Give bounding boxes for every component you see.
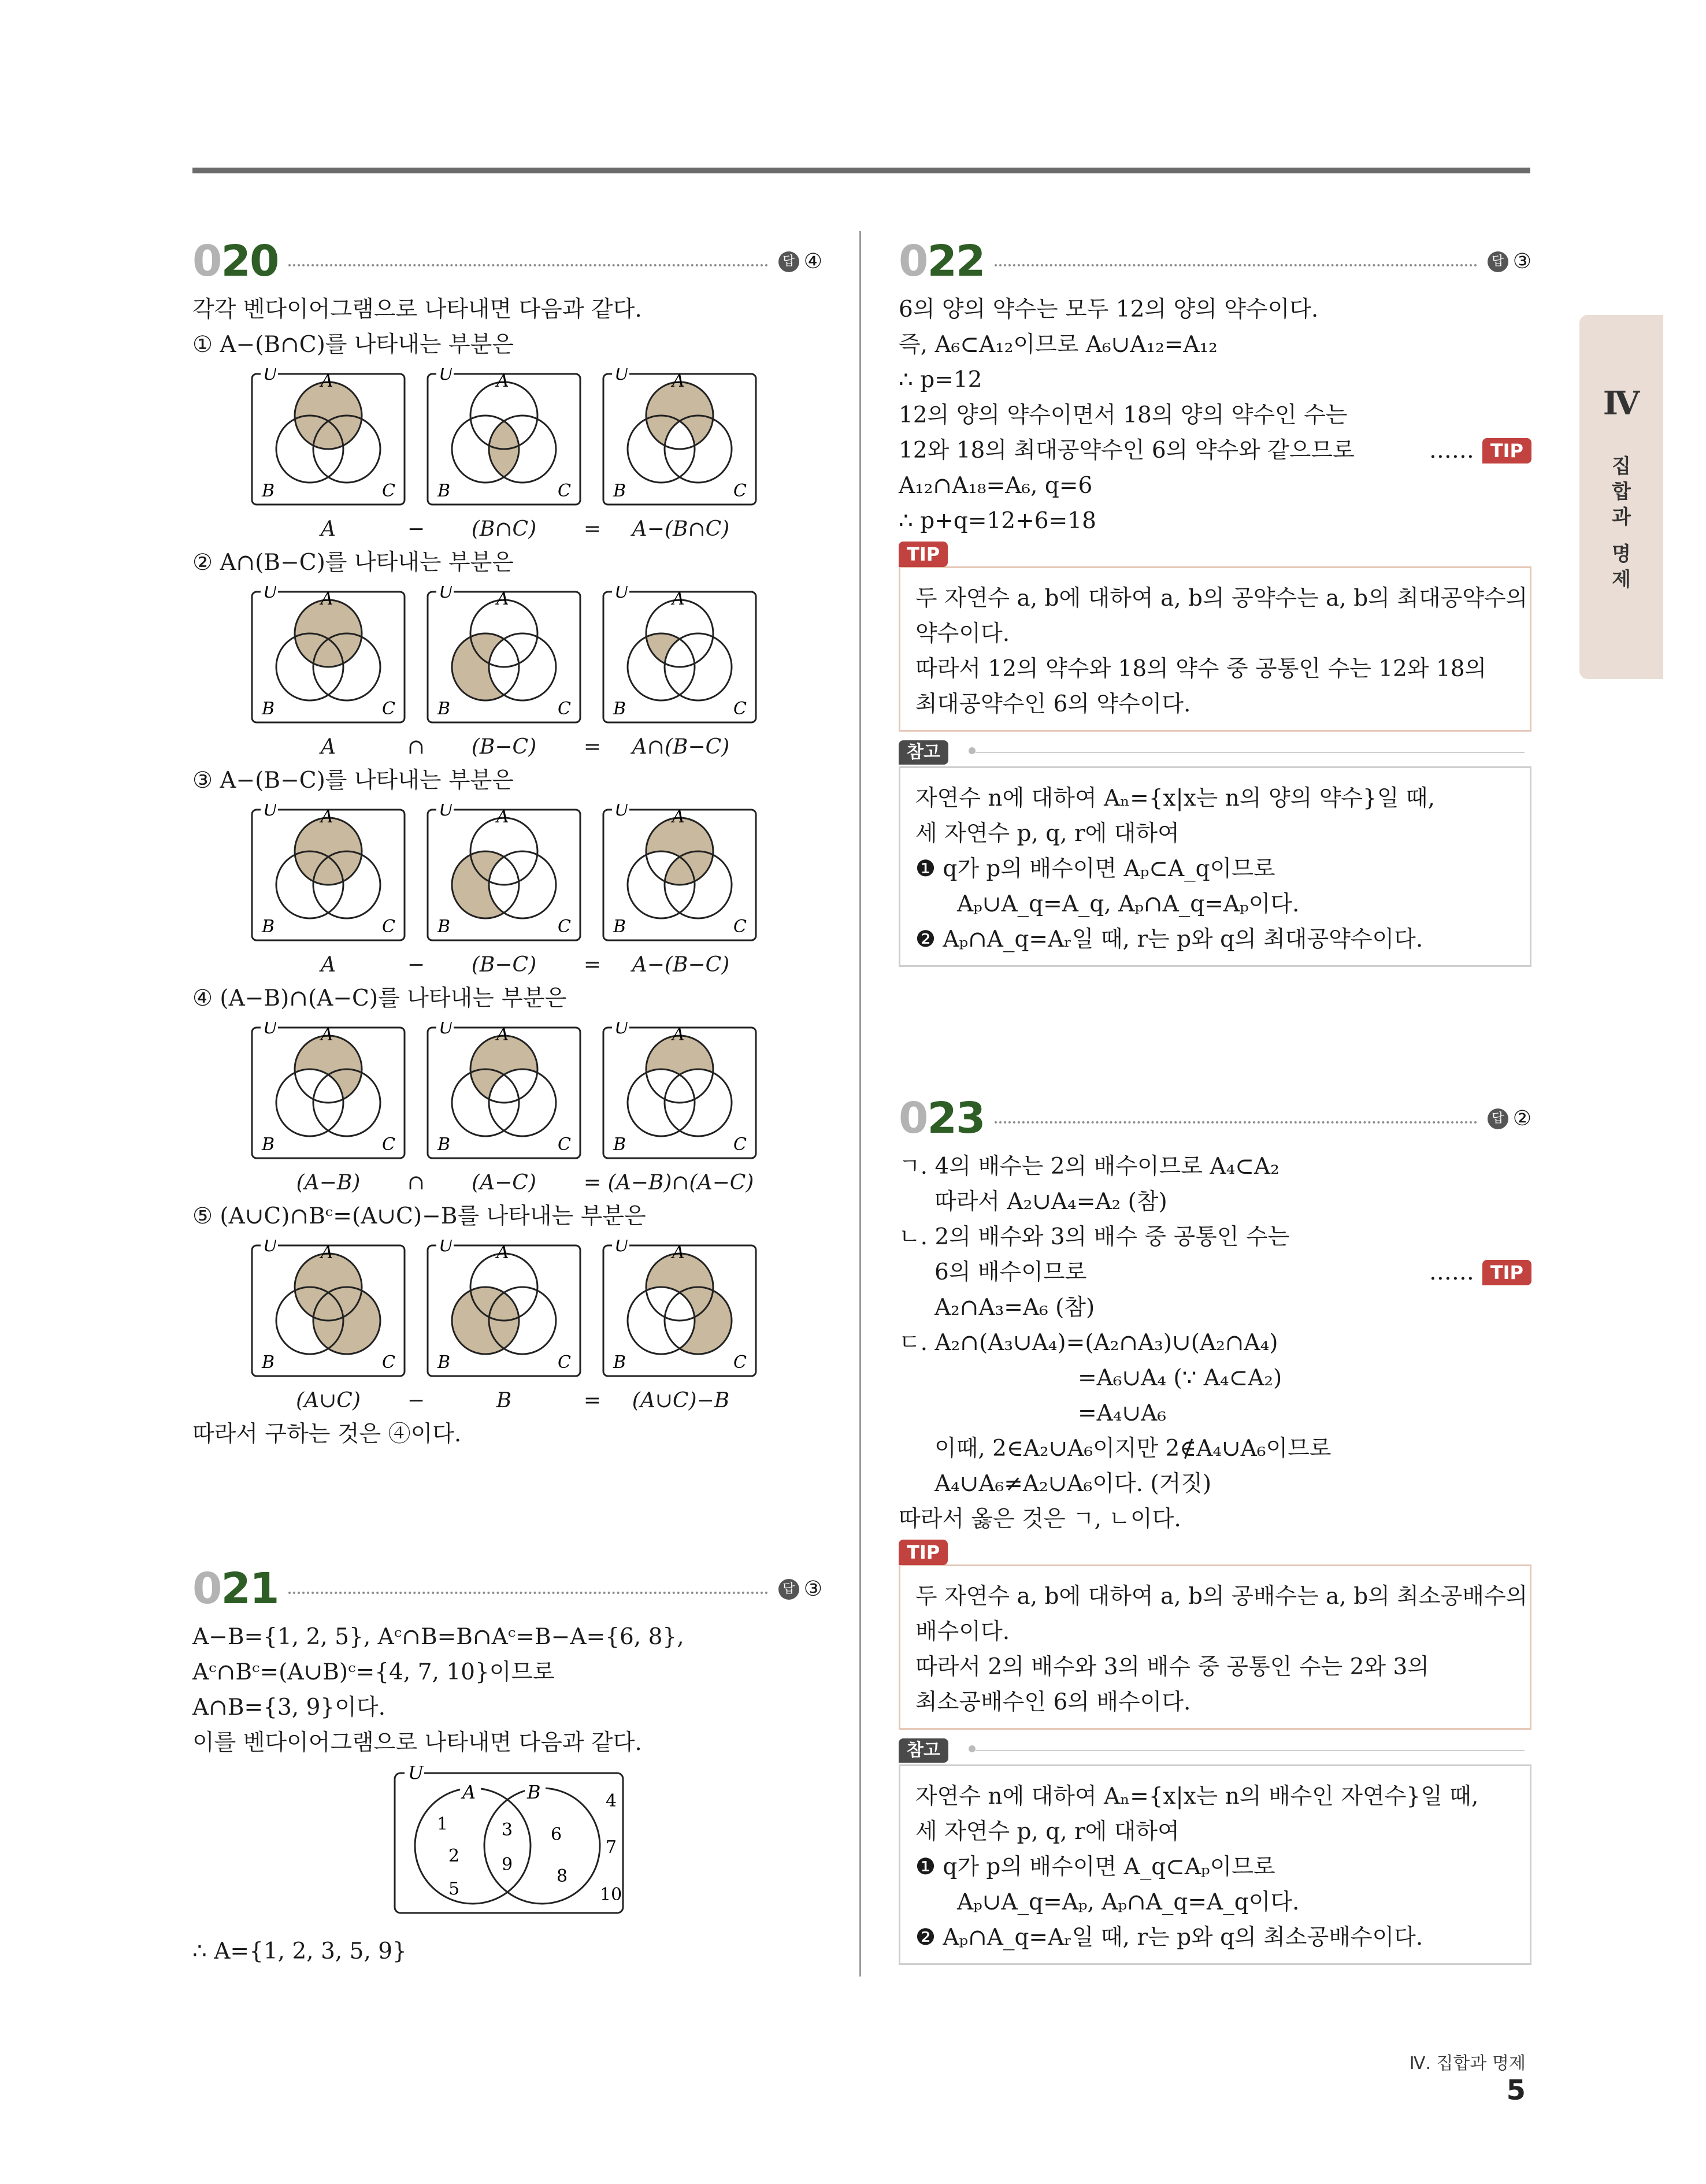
venn-a-label: A — [496, 1025, 509, 1045]
venn-caption-row — [250, 513, 788, 545]
venn-box — [250, 1240, 406, 1378]
q022-header — [899, 231, 1531, 292]
venn-caption: (A−C) — [472, 1170, 536, 1195]
venn-c-label: C — [382, 1134, 395, 1155]
footer-chapter: Ⅳ. 집합과 명제 — [1409, 2053, 1526, 2074]
venn-row — [250, 1016, 822, 1166]
column-divider — [859, 231, 861, 1977]
q022-reference-box: 참고 자연수 n에 대하여 Aₙ={x|x는 n의 양의 약수}일 때, 세 자연수 p, q, r에 대하여 ❶ q가 p의 배수이면 Aₚ⊂A_q이므로 Aₚ∪A_q=A_q, Aₚ∩A_q=Aₚ이다. ❷ Aₚ∩A_q=Aᵣ일 때, r는 p와 q의 최대공약수이다. — [899, 766, 1531, 967]
venn-a-label: A — [496, 371, 509, 391]
venn-u-label: U — [439, 586, 454, 602]
venn-box — [602, 1240, 758, 1378]
venn-caption: A — [321, 517, 336, 541]
venn-c-label: C — [733, 917, 747, 937]
venn-c-label: C — [558, 1352, 571, 1373]
venn-diagram — [250, 1240, 406, 1378]
venn-number: 7 — [606, 1837, 617, 1857]
q021-number: 021 — [192, 1564, 279, 1614]
q020-item-title: ③ A−(B−C)를 나타내는 부분은 — [192, 767, 514, 793]
q020-header — [192, 231, 822, 292]
q023-line: 이때, 2∈A₂∪A₆이지만 2∉A₄∪A₆이므로 — [934, 1436, 1332, 1462]
q021-answer: 답 ③ — [778, 1571, 822, 1607]
venn-u-label: U — [439, 804, 454, 820]
reference-dot — [969, 1745, 976, 1752]
venn-u-label: U — [614, 368, 629, 384]
venn-caption: A — [321, 952, 336, 977]
q020-conclusion: 따라서 구하는 것은 ④이다. — [192, 1421, 462, 1447]
left-column — [192, 231, 822, 1969]
top-rule — [192, 168, 1530, 173]
venn-box — [250, 368, 406, 507]
venn-c-label: C — [382, 481, 395, 501]
venn-operator: = — [583, 1170, 602, 1195]
venn-b-label: B — [613, 699, 626, 719]
venn-caption: (A−B) — [296, 1170, 361, 1195]
venn-u-label: U — [263, 368, 278, 384]
venn-u-label: U — [263, 1022, 278, 1038]
q023-line: ㄷ. A₂∩(A₃∪A₄)=(A₂∩A₃)∪(A₂∩A₄) — [899, 1330, 1278, 1356]
q020-intro: 각각 벤다이어그램으로 나타내면 다음과 같다. — [192, 296, 642, 322]
venn-caption: (B−C) — [471, 952, 537, 977]
venn-diagram — [250, 804, 406, 943]
venn-number: 10 — [600, 1885, 622, 1905]
venn-operator: − — [407, 1388, 425, 1412]
venn-diagram — [602, 1240, 758, 1378]
q023-tip-ref: …… TIP — [1429, 1255, 1531, 1290]
q021-line: 이를 벤다이어그램으로 나타내면 다음과 같다. — [192, 1730, 642, 1756]
venn-operator: = — [583, 517, 602, 541]
venn-box — [250, 1022, 406, 1160]
q021-line: Aᶜ∩Bᶜ=(A∪B)ᶜ={4, 7, 10}이므로 — [192, 1659, 555, 1685]
venn-a-label: A — [672, 1025, 685, 1045]
venn-operator: ∩ — [407, 1170, 425, 1195]
reference-dot — [969, 747, 976, 754]
q021-venn-svg — [392, 1766, 629, 1916]
q021-u-label: U — [408, 1766, 424, 1783]
venn-box — [250, 804, 406, 943]
q021-line: A−B={1, 2, 5}, Aᶜ∩B=B∩Aᶜ=B−A={6, 8}, — [192, 1624, 684, 1650]
venn-u-label: U — [614, 804, 629, 820]
venn-diagram — [250, 368, 406, 507]
reference-badge: 참고 — [899, 740, 948, 765]
q023-line: ㄴ. 2의 배수와 3의 배수 중 공통인 수는 — [899, 1224, 1290, 1250]
q023-line: 따라서 옳은 것은 ㄱ, ㄴ이다. — [899, 1506, 1181, 1532]
q023-answer: 답 ② — [1488, 1101, 1531, 1136]
chapter-vertical-title: 집 합 과 명 제 — [1612, 455, 1631, 591]
venn-caption-row — [250, 948, 788, 981]
q020-item-title: ④ (A−B)∩(A−C)를 나타내는 부분은 — [192, 985, 567, 1011]
venn-u-label: U — [439, 1240, 454, 1256]
venn-caption: (B∩C) — [471, 517, 537, 541]
q022-line: A₁₂∩A₁₈=A₆, q=6 — [899, 473, 1093, 499]
venn-b-label: B — [613, 1134, 626, 1155]
venn-u-label: U — [439, 1022, 454, 1038]
venn-caption: (B−C) — [471, 735, 537, 759]
q022-line: ∴ p=12 — [899, 367, 982, 393]
q022-tip-box: TIP 두 자연수 a, b에 대하여 a, b의 공약수는 a, b의 최대공약수의 약수이다. 따라서 12의 약수와 18의 약수 중 공통인 수는 12와 18의 최대공약수인 6의 약수이다. — [899, 566, 1531, 732]
venn-u-label: U — [263, 586, 278, 602]
venn-a-label: A — [672, 807, 685, 827]
q021-b-label: B — [527, 1781, 541, 1803]
venn-u-label: U — [263, 1240, 278, 1256]
q023-line: A₂∩A₃=A₆ (참) — [934, 1295, 1095, 1321]
venn-diagram — [426, 368, 582, 507]
venn-b-label: B — [613, 1352, 626, 1373]
venn-a-label: A — [321, 589, 333, 609]
answer-icon: 답 — [1488, 1108, 1508, 1129]
venn-b-label: B — [437, 699, 451, 719]
venn-b-label: B — [262, 481, 275, 501]
venn-row — [250, 580, 822, 731]
venn-box — [250, 586, 406, 725]
venn-row — [250, 362, 822, 513]
answer-icon: 답 — [1488, 251, 1508, 272]
venn-a-label: A — [672, 589, 685, 609]
q023-line: A₄∪A₆≠A₂∪A₆이다. (거짓) — [934, 1471, 1212, 1497]
q023-tip-box: TIP 두 자연수 a, b에 대하여 a, b의 공배수는 a, b의 최소공배수의 배수이다. 따라서 2의 배수와 3의 배수 중 공통인 수는 2와 3의 최소공배수인 6의 배수이다. — [899, 1564, 1531, 1730]
answer-icon: 답 — [778, 251, 799, 272]
q022-line: ∴ p+q=12+6=18 — [899, 508, 1096, 534]
venn-operator: ∩ — [407, 735, 425, 759]
q021-a-label: A — [462, 1781, 476, 1803]
venn-operator: = — [583, 952, 602, 977]
venn-b-label: B — [262, 917, 275, 937]
venn-a-label: A — [321, 807, 333, 827]
venn-operator: = — [583, 735, 602, 759]
q022-tip-ref: …… TIP — [1429, 433, 1531, 468]
venn-box — [426, 1022, 582, 1160]
venn-a-label: A — [321, 371, 333, 391]
venn-caption: A−(B∩C) — [632, 517, 730, 541]
venn-a-label: A — [496, 1243, 509, 1263]
q021-conclusion: ∴ A={1, 2, 3, 5, 9} — [192, 1938, 407, 1964]
venn-caption: A∩(B−C) — [632, 735, 730, 759]
venn-row — [250, 1234, 822, 1384]
reference-rule — [976, 1750, 1525, 1751]
venn-box — [426, 368, 582, 507]
reference-badge: 참고 — [899, 1738, 948, 1763]
chapter-side-tab — [1579, 315, 1663, 679]
venn-u-label: U — [614, 1022, 629, 1038]
tip-badge: TIP — [899, 1540, 948, 1565]
q020-item-title: ② A∩(B−C)를 나타내는 부분은 — [192, 550, 514, 576]
venn-a-label: A — [496, 589, 509, 609]
venn-b-label: B — [437, 481, 451, 501]
q023-header — [899, 1088, 1531, 1149]
q022-line-with-tip: 12와 18의 최대공약수인 6의 약수와 같으므로 …… TIP — [899, 433, 1531, 468]
q022-line: 6의 양의 약수는 모두 12의 양의 약수이다. — [899, 296, 1319, 322]
venn-box — [602, 586, 758, 725]
venn-number: 4 — [606, 1791, 617, 1811]
venn-a-label: A — [672, 1243, 685, 1263]
q022-answer: 답 ③ — [1488, 244, 1531, 279]
venn-number: 3 — [502, 1820, 513, 1840]
venn-box — [426, 586, 582, 725]
venn-u-label: U — [614, 1240, 629, 1256]
venn-c-label: C — [733, 1352, 747, 1373]
venn-c-label: C — [382, 917, 395, 937]
tip-badge: TIP — [899, 542, 948, 567]
page-number: 5 — [1506, 2074, 1526, 2107]
venn-caption-row — [250, 1384, 788, 1417]
venn-a-label: A — [321, 1025, 333, 1045]
venn-diagram — [426, 1240, 582, 1378]
q022-line: 12의 양의 약수이면서 18의 양의 약수인 수는 — [899, 402, 1348, 428]
venn-b-label: B — [437, 1134, 451, 1155]
q022-leader — [995, 264, 1477, 266]
q022-line: 즉, A₆⊂A₁₂이므로 A₆∪A₁₂=A₁₂ — [899, 332, 1218, 358]
venn-diagram — [250, 1022, 406, 1160]
venn-a-label: A — [672, 371, 685, 391]
chapter-roman: Ⅳ — [1603, 384, 1640, 422]
venn-c-label: C — [733, 481, 747, 501]
venn-diagram — [602, 1022, 758, 1160]
venn-box — [426, 804, 582, 943]
venn-diagram — [426, 1022, 582, 1160]
venn-b-label: B — [437, 1352, 451, 1373]
q020-answer: 답 ④ — [778, 244, 822, 279]
venn-c-label: C — [558, 699, 571, 719]
venn-diagram — [250, 586, 406, 725]
q020-item-title: ⑤ (A∪C)∩Bᶜ=(A∪C)−B를 나타내는 부분은 — [192, 1203, 646, 1229]
venn-caption: A−(B−C) — [632, 952, 730, 977]
q023-line: =A₆∪A₄ (∵ A₄⊂A₂) — [1078, 1365, 1282, 1391]
venn-b-label: B — [262, 699, 275, 719]
venn-number: 1 — [437, 1814, 448, 1834]
q021-header — [192, 1559, 822, 1619]
q021-line: A∩B={3, 9}이다. — [192, 1694, 385, 1720]
venn-u-label: U — [614, 586, 629, 602]
venn-caption-row — [250, 1166, 788, 1199]
venn-a-label: A — [496, 807, 509, 827]
venn-c-label: C — [733, 1134, 747, 1155]
venn-number: 6 — [551, 1825, 562, 1845]
answer-icon: 답 — [778, 1579, 799, 1600]
venn-b-label: B — [262, 1352, 275, 1373]
venn-caption-row — [250, 731, 788, 763]
venn-c-label: C — [558, 481, 571, 501]
reference-rule — [976, 752, 1525, 753]
venn-caption: B — [496, 1388, 512, 1412]
venn-box — [602, 1022, 758, 1160]
venn-caption: (A∪C)−B — [632, 1388, 730, 1412]
q020-number: 020 — [192, 236, 279, 286]
page-footer — [1387, 2049, 1526, 2107]
venn-number: 5 — [448, 1879, 460, 1899]
venn-number: 8 — [557, 1866, 568, 1886]
venn-caption: A — [321, 735, 336, 759]
q021-venn — [392, 1766, 629, 1916]
venn-diagram — [602, 368, 758, 507]
venn-box — [602, 804, 758, 943]
venn-operator: = — [583, 1388, 602, 1412]
q023-line: 따라서 A₂∪A₄=A₂ (참) — [934, 1189, 1167, 1215]
q023-line: ㄱ. 4의 배수는 2의 배수이므로 A₄⊂A₂ — [899, 1154, 1280, 1180]
q021-leader — [288, 1592, 767, 1594]
venn-operator: − — [407, 952, 425, 977]
q020-item-title: ① A−(B∩C)를 나타내는 부분은 — [192, 332, 514, 358]
venn-c-label: C — [733, 699, 747, 719]
right-column — [899, 231, 1531, 1965]
q023-number: 023 — [899, 1093, 985, 1143]
venn-b-label: B — [613, 481, 626, 501]
venn-diagram — [602, 804, 758, 943]
venn-c-label: C — [382, 1352, 395, 1373]
q020-items — [192, 327, 822, 1417]
venn-box — [426, 1240, 582, 1378]
venn-row — [250, 798, 822, 948]
venn-c-label: C — [382, 699, 395, 719]
venn-caption: (A∪C) — [296, 1388, 361, 1412]
q022-number: 022 — [899, 236, 985, 286]
q023-leader — [995, 1121, 1477, 1123]
venn-number: 9 — [502, 1855, 513, 1875]
venn-c-label: C — [558, 917, 571, 937]
venn-c-label: C — [558, 1134, 571, 1155]
q023-line-with-tip: 6의 배수이므로 …… TIP — [899, 1255, 1531, 1290]
venn-b-label: B — [613, 917, 626, 937]
venn-a-label: A — [321, 1243, 333, 1263]
venn-number: 2 — [448, 1846, 460, 1866]
venn-b-label: B — [437, 917, 451, 937]
venn-diagram — [426, 586, 582, 725]
q020-leader — [288, 264, 767, 266]
q023-line: =A₄∪A₆ — [1078, 1400, 1166, 1426]
venn-u-label: U — [263, 804, 278, 820]
q023-reference-box: 참고 자연수 n에 대하여 Aₙ={x|x는 n의 배수인 자연수}일 때, 세 자연수 p, q, r에 대하여 ❶ q가 p의 배수이면 A_q⊂Aₚ이므로 Aₚ∪A_q=Aₚ, Aₚ∩A_q=A_q이다. ❷ Aₚ∩A_q=Aᵣ일 때, r는 p와 q의 최소공배수이다. — [899, 1764, 1531, 1965]
venn-operator: − — [407, 517, 425, 541]
venn-diagram — [602, 586, 758, 725]
venn-diagram — [426, 804, 582, 943]
venn-box — [602, 368, 758, 507]
venn-u-label: U — [439, 368, 454, 384]
venn-caption: (A−B)∩(A−C) — [607, 1170, 754, 1195]
venn-b-label: B — [262, 1134, 275, 1155]
